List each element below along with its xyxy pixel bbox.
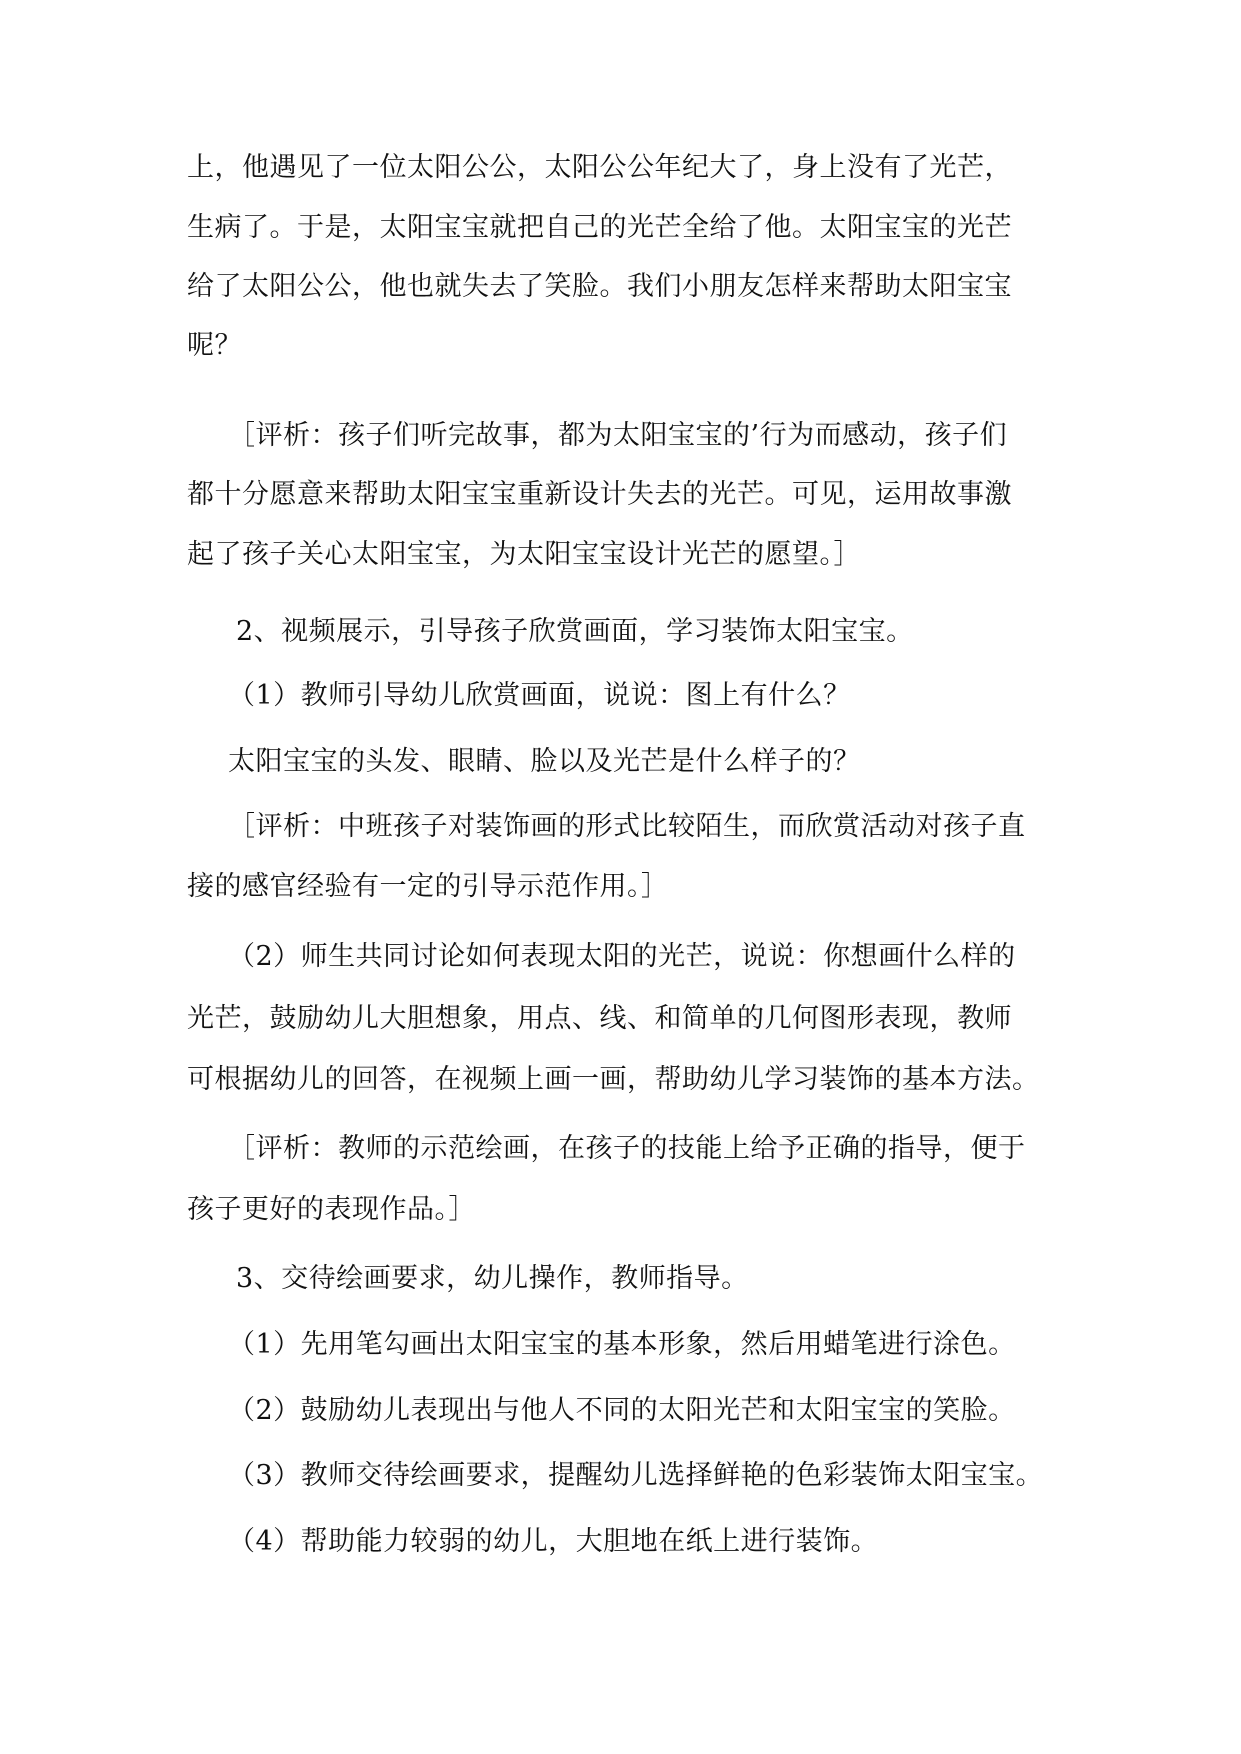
text-line: （1）先用笔勾画出太阳宝宝的基本形象，然后用蜡笔进行涂色。 (228, 1329, 1016, 1360)
text-line: （2）鼓励幼儿表现出与他人不同的太阳光芒和太阳宝宝的笑脸。 (228, 1395, 1016, 1426)
text-line: 2、视频展示，引导孩子欣赏画面，学习装饰太阳宝宝。 (236, 616, 914, 647)
text-line: 太阳宝宝的头发、眼睛、脸以及光芒是什么样子的？ (228, 746, 861, 777)
text-line: 3、交待绘画要求，幼儿操作，教师指导。 (236, 1263, 749, 1294)
text-line: 生病了。于是，太阳宝宝就把自己的光芒全给了他。太阳宝宝的光芒 (187, 212, 1012, 243)
text-line: ［评析：孩子们听完故事，都为太阳宝宝的’行为而感动，孩子们 (228, 420, 1008, 451)
text-line: ［评析：中班孩子对装饰画的形式比较陌生，而欣赏活动对孩子直 (228, 811, 1026, 842)
text-line: 上，他遇见了一位太阳公公，太阳公公年纪大了，身上没有了光芒， (187, 152, 1012, 183)
text-line: （2）师生共同讨论如何表现太阳的光芒，说说：你想画什么样的 (228, 941, 1016, 972)
text-line: ［评析：教师的示范绘画，在孩子的技能上给予正确的指导，便于 (228, 1133, 1026, 1164)
text-line: 都十分愿意来帮助太阳宝宝重新设计失去的光芒。可见，运用故事激 (187, 479, 1012, 510)
text-line: （1）教师引导幼儿欣赏画面，说说：图上有什么？ (228, 680, 851, 711)
text-line: 呢？ (187, 330, 242, 361)
text-line: 给了太阳公公，他也就失去了笑脸。我们小朋友怎样来帮助太阳宝宝 (187, 271, 1012, 302)
text-line: 光芒，鼓励幼儿大胆想象，用点、线、和简单的几何图形表现，教师 (187, 1003, 1012, 1034)
text-line: （3）教师交待绘画要求，提醒幼儿选择鲜艳的色彩装饰太阳宝宝。 (228, 1460, 1044, 1491)
text-line: 可根据幼儿的回答，在视频上画一画，帮助幼儿学习装饰的基本方法。 (187, 1064, 1040, 1095)
text-line: 起了孩子关心太阳宝宝，为太阳宝宝设计光芒的愿望。］ (187, 539, 861, 570)
text-line: 接的感官经验有一定的引导示范作用。］ (187, 871, 669, 902)
text-line: （4）帮助能力较弱的幼儿，大胆地在纸上进行装饰。 (228, 1526, 879, 1557)
text-line: 孩子更好的表现作品。］ (187, 1194, 476, 1225)
